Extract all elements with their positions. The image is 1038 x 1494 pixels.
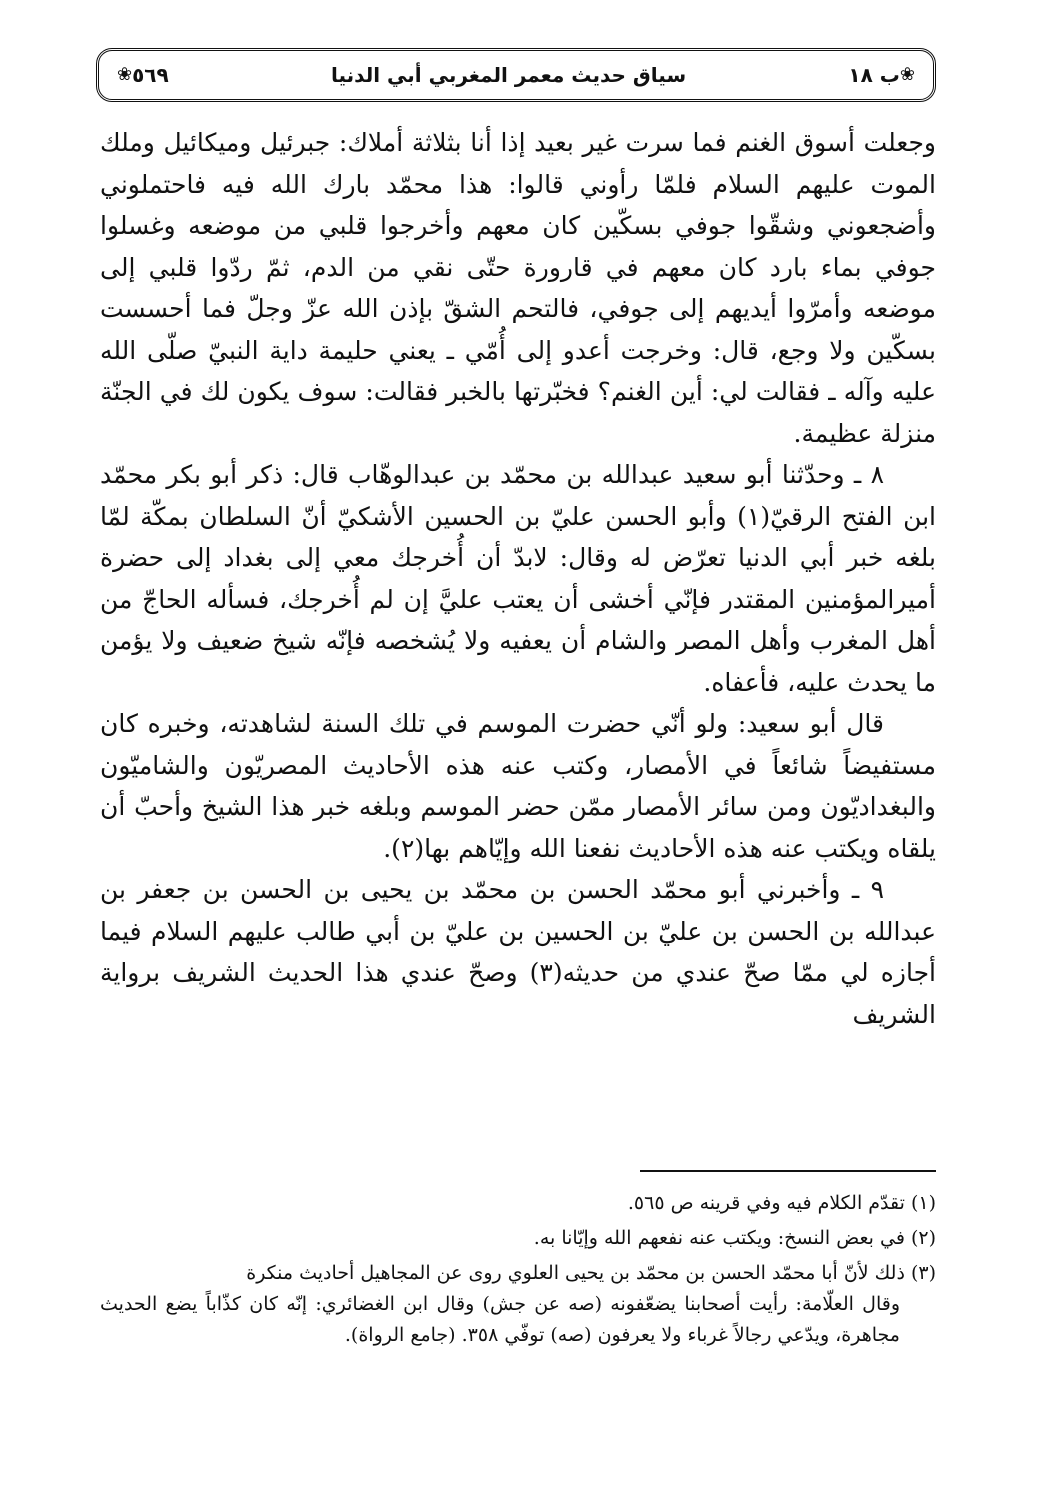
header-ornament-right-icon: ❀ xyxy=(899,64,915,85)
footnote-divider xyxy=(640,1170,936,1172)
main-text xyxy=(100,122,936,1035)
footnote-3 xyxy=(100,1258,936,1351)
header-ornament-left-icon: ❀ xyxy=(117,64,133,85)
page-number: ٥٦٩ xyxy=(132,63,169,87)
paragraph-hadith-9: ٩ ـ وأخبرني أبو محمّد الحسن بن محمّد بن يحيى بن الحسن بن جعفر بن عبدالله بن الحسن بن عليّ بن الحسين بن عليّ بن أبي طالب عليهم السلام فيما أجازه لي ممّا صحّ عندي من حديثه(٣) وصحّ عندي هذا الحديث الشريف برواية الشريف xyxy=(100,875,937,1029)
running-header xyxy=(96,48,936,102)
footnote-3-first-line: (٣) ذلك لأنّ أبا محمّد الحسن بن محمّد بن يحيى العلوي روى عن المجاهيل أحاديث منكرة xyxy=(246,1262,936,1284)
footnotes xyxy=(100,1188,936,1355)
chapter-label: ب ١٨ xyxy=(848,63,900,87)
footnote-1: (١) تقدّم الكلام فيه وفي قرينه ص ٥٦٥. xyxy=(627,1192,936,1214)
footnote-3-continuation: وقال العلّامة: رأيت أصحابنا يضعّفونه (صه عن جش) وقال ابن الغضائري: إنّه كان كذّاباً يضع الحديث مجاهرة، ويدّعي رجالاً غرباء ولا يعرفون (صه) توفّي ٣٥٨. (جامع الرواة). xyxy=(100,1293,900,1346)
paragraph-abu-said: قال أبو سعيد: ولو أنّي حضرت الموسم في تلك السنة لشاهدته، وخبره كان مستفيضاً شائعاً في الأمصار، وكتب عنه هذه الأحاديث المصريّون والشاميّون والبغداديّون ومن سائر الأمصار ممّن حضر الموسم وبلغه خبر هذا الشيخ وأحبّ أن يلقاه ويكتب عنه هذه الأحاديث نفعنا الله وإيّاهم بها(٢). xyxy=(100,709,936,863)
page-title: سياق حديث معمر المغربي أبي الدنيا xyxy=(330,63,687,87)
paragraph-continuation: وجعلت أسوق الغنم فما سرت غير بعيد إذا أنا بثلاثة أملاك: جبرئيل وميكائيل وملك الموت عليهم السلام فلمّا رأوني قالوا: هذا محمّد بارك الله فيه فاحتملوني وأضجعوني وشقّوا جوفي بسكّين كان معهم وأخرجوا قلبي من موضعه وغسلوا جوفي بماء بارد كان معهم في قارورة حتّى نقي من الدم، ثمّ ردّوا قلبي إلى موضعه وأمرّوا أيديهم إلى جوفي، فالتحم الشقّ بإذن الله عزّ وجلّ فما أحسست بسكّين ولا وجع، قال: وخرجت أعدو إلى أُمّي ـ يعني حليمة داية النبيّ صلّى الله عليه وآله ـ فقالت لي: أين الغنم؟ فخبّرتها بالخبر فقالت: سوف يكون لك في الجنّة منزلة عظيمة. xyxy=(100,128,936,448)
paragraph-hadith-8: ٨ ـ وحدّثنا أبو سعيد عبدالله بن محمّد بن عبدالوهّاب قال: ذكر أبو بكر محمّد ابن الفتح الرقيّ(١) وأبو الحسن عليّ بن الحسين الأشكيّ أنّ السلطان بمكّة لمّا بلغه خبر أبي الدنيا تعرّض له وقال: لابدّ أن أُخرجك معي إلى بغداد إلى حضرة أميرالمؤمنين المقتدر فإنّي أخشى أن يعتب عليَّ إن لم أُخرجك، فسأله الحاجّ من أهل المغرب وأهل المصر والشام أن يعفيه ولا يُشخصه فإنّه شيخ ضعيف ولا يؤمن ما يحدث عليه، فأعفاه. xyxy=(100,460,937,697)
footnote-2: (٢) في بعض النسخ: ويكتب عنه نفعهم الله وإيّانا به. xyxy=(533,1227,936,1249)
